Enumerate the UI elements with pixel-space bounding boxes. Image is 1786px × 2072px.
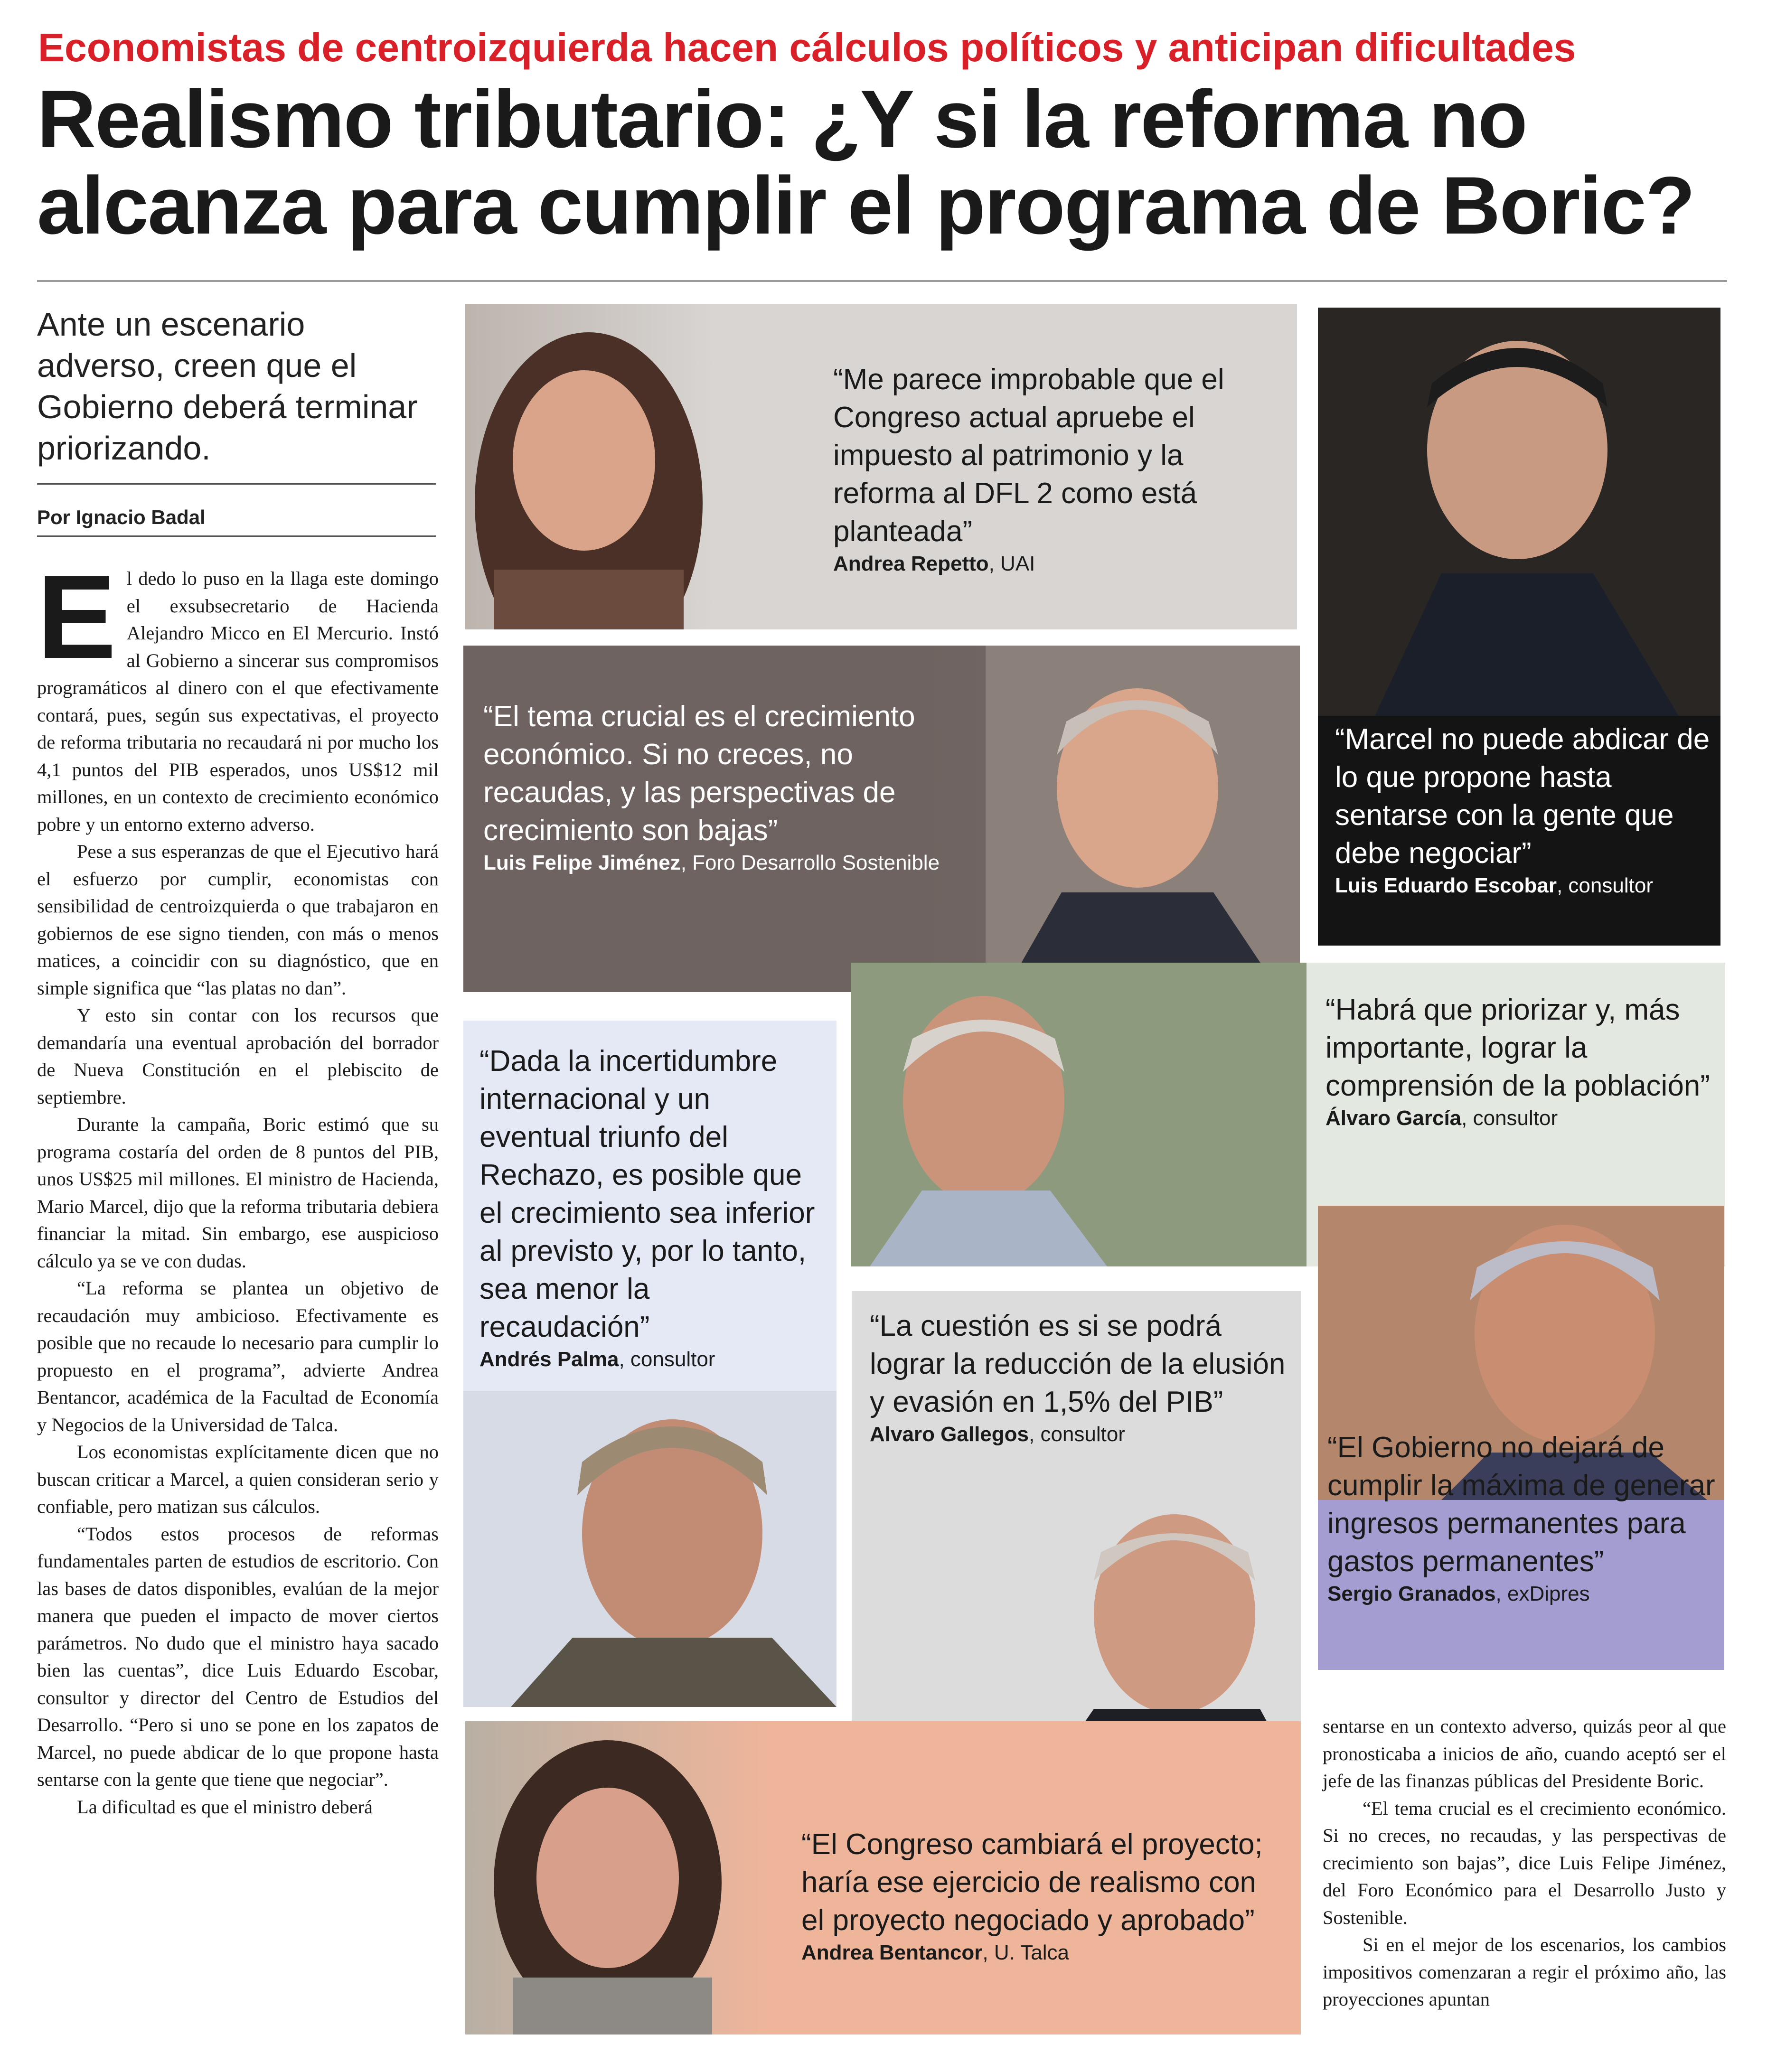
portrait-repetto (465, 304, 807, 629)
quote-panel-escobar (1318, 308, 1720, 946)
body-paragraph: “La reforma se plantea un objetivo de recaudación muy ambicioso. Efectivamente es posible que no recaude lo necesario para cumplir lo propuesto en el programa”, advierte Andrea Bentancor, académica de la Facultad de Economía y Negocios de la Universidad de Talca. (37, 1277, 439, 1435)
body-paragraph: El dedo lo puso en la llaga este domingo el exsubsecretario de Hacienda Alejandro Micco en El Mercurio. Instó al Gobierno a sincerar sus compromisos programáticos al dinero con el que efectivamente contará, pues, según sus expectativas, el proyecto de reforma tributaria no recaudará ni por mucho los 4,1 puntos del PIB esperados, unos US$12 mil millones, en un contexto de crecimiento económico pobre y un entorno externo adverso. (37, 551, 439, 835)
attribution-palma: Andrés Palma, consultor (479, 1348, 715, 1371)
headline-line-1: Realismo tributario: ¿Y si la reforma no (37, 74, 1527, 165)
quote-gallegos: “La cuestión es si se podrá lograr la reducción de la elusión y evasión en 1,5% del PIB” Alvaro Gallegos, consultor (870, 1307, 1288, 1448)
portrait-escobar (1318, 308, 1720, 716)
byline-divider (37, 535, 436, 537)
quote-repetto: “Me parece improbable que el Congreso actual apruebe el impuesto al patrimonio y la reforma al DFL 2 como está planteada” Andrea Repetto, UAI (833, 361, 1270, 577)
quote-garcia: “Habrá que priorizar y, más importante, lograr la comprensión de la población” Álvaro García, consultor (1325, 991, 1715, 1132)
quote-panel-palma (463, 1021, 837, 1707)
body-paragraph: sentarse en un contexto adverso, quizás peor al que pronosticaba a inicios de año, cuando aceptó ser el jefe de las finanzas públicas del Presidente Boric. (1323, 1716, 1726, 1791)
quote-panel-repetto (465, 304, 1297, 629)
body-paragraph: Los economistas explícitamente dicen que no buscan criticar a Marcel, a quien consideran serio y confiable, pero matizan sus cálculos. (37, 1441, 439, 1517)
body-paragraph: La dificultad es que el ministro deberá (77, 1796, 373, 1818)
drop-cap: E (37, 551, 116, 683)
quote-palma: “Dada la incertidumbre internacional y un eventual triunfo del Rechazo, es posible que el crecimiento sea inferior al previsto y, por lo tanto, sea menor la recaudación” Andrés Palma, consultor (479, 1042, 826, 1373)
portrait-palma (463, 1391, 837, 1707)
headline (37, 76, 1746, 249)
attribution-gallegos: Alvaro Gallegos, consultor (870, 1423, 1125, 1446)
body-paragraph: “Todos estos procesos de reformas fundamentales parten de estudios de escritorio. Con las bases de datos disponibles, evalúan de la mejor manera que pueden el impacto de mover ciertos parámetros. No dudo que el ministro haya sacado bien las cuentas”, dice Luis Eduardo Escobar, consultor y director del Centro de Estudios del Desarrollo. “Pero si uno se pone en los zapatos de Marcel, no puede abdicar de lo que propone hasta sentarse con la gente que tiene que negociar”. (37, 1523, 439, 1790)
quote-granados: “El Gobierno no dejará de cumplir la máxima de generar ingresos permanentes para gastos permanentes” Sergio Granados, exDipres (1327, 1429, 1721, 1607)
kicker: Economistas de centroizquierda hacen cálculos políticos y anticipan dificultades (38, 25, 1576, 70)
attribution-repetto: Andrea Repetto, UAI (833, 552, 1035, 575)
quote-escobar: “Marcel no puede abdicar de lo que propone hasta sentarse con la gente que debe negociar” Luis Eduardo Escobar, consultor (1335, 721, 1710, 899)
body-paragraph: Y esto sin contar con los recursos que demandaría una eventual aprobación del borrador de Nueva Constitución en el plebiscito de septiembre. (37, 1004, 439, 1108)
attribution-bentancor: Andrea Bentancor, U. Talca (801, 1941, 1070, 1964)
byline: Por Ignacio Badal (37, 506, 206, 528)
body-column-left (37, 551, 439, 1820)
body-paragraph: Pese a sus esperanzas de que el Ejecutivo hará el esfuerzo por cumplir, economistas con sensibilidad de centroizquierda o que trabajaron en gobiernos de ese signo tienden, con más o menos matices, a coincidir con su diagnóstico, que en simple significa que “las platas no dan”. (37, 841, 439, 999)
body-paragraph: Durante la campaña, Boric estimó que su programa costaría del orden de 8 puntos del PIB, unos US$25 mil millones. El ministro de Hacienda, Mario Marcel, dijo que la reforma tributaria debiera financiar la mitad. Sin embargo, ese auspicioso cálculo ya se ve con dudas. (37, 1114, 439, 1272)
portrait-jimenez (986, 646, 1300, 992)
quote-panel-granados (1318, 1206, 1724, 1670)
attribution-jimenez: Luis Felipe Jiménez, Foro Desarrollo Sostenible (483, 851, 940, 874)
quote-panel-jimenez (463, 646, 1300, 992)
attribution-granados: Sergio Granados, exDipres (1327, 1582, 1590, 1605)
attribution-garcia: Álvaro García, consultor (1325, 1106, 1558, 1130)
portrait-garcia (851, 963, 1307, 1266)
body-paragraph: “El tema crucial es el crecimiento económico. Si no creces, no recaudas, y las perspectivas de crecimiento son bajas”, dice Luis Felipe Jiménez, del Foro Económico para el Desarrollo Justo y Sostenible. (1323, 1797, 1726, 1928)
quote-panel-gallegos (852, 1291, 1301, 1785)
body-paragraph: Si en el mejor de los escenarios, los cambios impositivos comenzaran a regir el próximo año, las proyecciones apuntan (1323, 1934, 1726, 2010)
portrait-bentancor (465, 1721, 769, 2034)
quote-panel-bentancor (465, 1721, 1301, 2034)
quote-jimenez: “El tema crucial es el crecimiento económico. Si no creces, no recaudas, y las perspectivas de crecimiento son bajas” Luis Felipe Jiménez, Foro Desarrollo Sostenible (483, 698, 958, 876)
quote-bentancor: “El Congreso cambiará el proyecto; haría ese ejercicio de realismo con el proyecto negociado y aprobado” Andrea Bentancor, U. Talca (801, 1826, 1286, 1966)
body-column-right (1323, 1713, 1726, 2013)
deck: Ante un escenario adverso, creen que el Gobierno deberá terminar priorizando. (37, 306, 418, 467)
attribution-escobar: Luis Eduardo Escobar, consultor (1335, 874, 1653, 897)
headline-line-2: alcanza para cumplir el programa de Boric? (37, 160, 1694, 251)
top-divider (37, 280, 1727, 282)
deck-divider (37, 483, 436, 485)
